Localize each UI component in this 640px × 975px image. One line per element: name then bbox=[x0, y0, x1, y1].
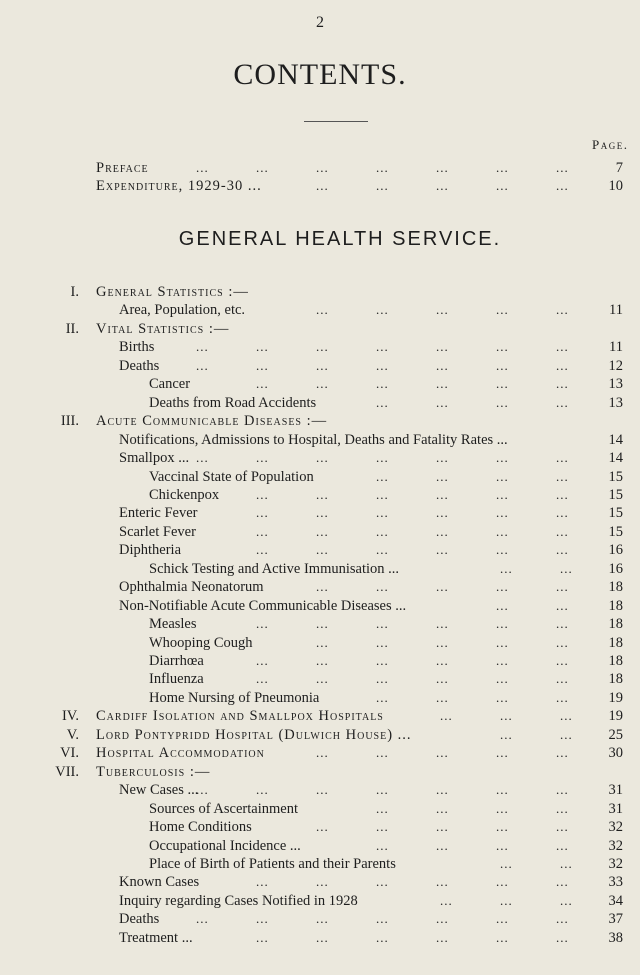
section-number: I. bbox=[70, 284, 79, 300]
toc-row: Non-Notifiable Acute Communicable Diseases ... ... ... 18 bbox=[119, 598, 623, 614]
toc-page-number: 19 bbox=[608, 690, 623, 706]
toc-row: Cancer ... ... ... ... ... ... 13 bbox=[149, 376, 623, 392]
toc-label: General Statistics :— bbox=[96, 284, 249, 300]
toc-row: Schick Testing and Active Immunisation ... ... ... 16 bbox=[149, 561, 623, 577]
toc-label: Home Conditions bbox=[149, 819, 252, 835]
toc-label: Deaths from Road Accidents bbox=[149, 395, 317, 411]
toc-label: Inquiry regarding Cases Notified in 1928 bbox=[119, 893, 358, 909]
toc-label: Schick Testing and Active Immunisation ... bbox=[149, 561, 400, 577]
title-divider bbox=[304, 121, 368, 122]
toc-label: Cancer bbox=[149, 376, 191, 392]
toc-page-number: 18 bbox=[608, 579, 623, 595]
toc-row bbox=[0, 320, 640, 338]
toc-row: Sources of Ascertainment ... ... ... ... 31 bbox=[149, 801, 623, 817]
toc-row: V. Lord Pontypridd Hospital (Dulwich House) ... ... ... 25 bbox=[66, 727, 623, 743]
toc-row: Inquiry regarding Cases Notified in 1928 ... ... ... 34 bbox=[119, 893, 623, 909]
toc-row: Influenza ... ... ... ... ... ... 18 bbox=[149, 671, 623, 687]
toc-row bbox=[0, 763, 640, 781]
toc-page-number: 16 bbox=[608, 542, 623, 558]
section-number: III. bbox=[60, 413, 79, 429]
toc-label: Sources of Ascertainment bbox=[149, 801, 298, 817]
toc-page-number: 13 bbox=[608, 376, 623, 392]
toc-page-number: 11 bbox=[609, 302, 623, 318]
toc-row: Known Cases ... ... ... ... ... ... 33 bbox=[119, 874, 623, 890]
toc-row bbox=[0, 412, 640, 430]
front-row: Expenditure, 1929-30 ... ... ... ... ... ... 10 bbox=[96, 178, 623, 194]
toc-row: Treatment ... ... ... ... ... ... ... 38 bbox=[119, 930, 623, 946]
toc-page-number: 25 bbox=[608, 727, 623, 743]
toc-label: Vital Statistics :— bbox=[96, 321, 230, 337]
toc-label: Area, Population, etc. bbox=[119, 302, 246, 318]
toc-label: Hospital Accommodation bbox=[96, 745, 265, 761]
toc-row: Area, Population, etc. ... ... ... ... ... 11 bbox=[119, 302, 623, 318]
toc-row bbox=[0, 431, 640, 449]
toc-label: Chickenpox bbox=[149, 487, 220, 503]
toc-page-number: 31 bbox=[608, 782, 623, 798]
toc-label: Births bbox=[119, 339, 155, 355]
toc-page-number: 37 bbox=[608, 911, 623, 927]
section-number: VI. bbox=[60, 745, 79, 761]
toc-label: Home Nursing of Pneumonia bbox=[149, 690, 320, 706]
toc-label: Deaths bbox=[119, 358, 160, 374]
toc-label: Acute Communicable Diseases :— bbox=[96, 413, 328, 429]
toc-row: Chickenpox ... ... ... ... ... ... 15 bbox=[149, 487, 623, 503]
toc-label: Scarlet Fever bbox=[119, 524, 196, 540]
toc-page-number: 32 bbox=[608, 838, 623, 854]
toc-label: Place of Birth of Patients and their Parents bbox=[149, 856, 396, 872]
toc-page-number: 19 bbox=[608, 708, 623, 724]
front-row: Preface ... ... ... ... ... ... ... 7 bbox=[96, 160, 623, 176]
toc-row: Occupational Incidence ... ... ... ... ... 32 bbox=[149, 838, 623, 854]
section-number: V. bbox=[66, 727, 79, 743]
toc-label: Notifications, Admissions to Hospital, Deaths and Fatality Rates ... bbox=[119, 432, 508, 448]
toc-row: Vaccinal State of Population ... ... ... ... 15 bbox=[149, 469, 623, 485]
toc-page-number: 33 bbox=[608, 874, 623, 890]
section-number: II. bbox=[65, 321, 79, 337]
toc-row: Deaths ... ... ... ... ... ... ... 37 bbox=[119, 911, 623, 927]
toc-label: Whooping Cough bbox=[149, 635, 253, 651]
toc-page-number: 15 bbox=[608, 469, 623, 485]
page-number: 2 bbox=[316, 14, 324, 31]
toc-row: Measles ... ... ... ... ... ... 18 bbox=[149, 616, 623, 632]
toc-row: Deaths ... ... ... ... ... ... ... 12 bbox=[119, 358, 623, 374]
toc-row: Ophthalmia Neonatorum ... ... ... ... ... 18 bbox=[119, 579, 623, 595]
toc-label: Occupational Incidence ... bbox=[149, 838, 301, 854]
toc-row bbox=[0, 283, 640, 301]
toc-page-number: 13 bbox=[608, 395, 623, 411]
toc-row: Whooping Cough ... ... ... ... ... 18 bbox=[149, 635, 623, 651]
toc-page-number: 34 bbox=[608, 893, 623, 909]
toc-page-number: 14 bbox=[608, 432, 623, 448]
toc-row: Diarrhœa ... ... ... ... ... ... 18 bbox=[149, 653, 623, 669]
toc-page-number: 18 bbox=[608, 671, 623, 687]
toc-row: Smallpox ... ... ... ... ... ... ... ... 14 bbox=[119, 450, 623, 466]
toc-row: Home Nursing of Pneumonia ... ... ... ... 19 bbox=[149, 690, 623, 706]
toc-label: Measles bbox=[149, 616, 197, 632]
toc-label: Ophthalmia Neonatorum bbox=[119, 579, 264, 595]
toc-page-number: 18 bbox=[608, 653, 623, 669]
toc-page-number: 15 bbox=[608, 487, 623, 503]
toc-row: IV. Cardiff Isolation and Smallpox Hospitals ... ... ... 19 bbox=[61, 708, 623, 724]
toc-label: Non-Notifiable Acute Communicable Diseases ... bbox=[119, 598, 407, 614]
front-page-number: 10 bbox=[608, 178, 623, 194]
toc-label: Known Cases bbox=[119, 874, 200, 890]
toc-label: Diphtheria bbox=[119, 542, 182, 558]
toc-page-number: 30 bbox=[608, 745, 623, 761]
toc-row: VI. Hospital Accommodation ... ... ... ... ... 30 bbox=[60, 745, 623, 761]
toc-row: Enteric Fever ... ... ... ... ... ... 15 bbox=[119, 505, 623, 521]
page-column-label: Page. bbox=[592, 137, 629, 152]
toc-row: Diphtheria ... ... ... ... ... ... 16 bbox=[119, 542, 623, 558]
toc-row: Place of Birth of Patients and their Parents ... ... 32 bbox=[149, 856, 623, 872]
toc-page-number: 15 bbox=[608, 524, 623, 540]
toc-page-number: 11 bbox=[609, 339, 623, 355]
toc-page-number: 38 bbox=[608, 930, 623, 946]
toc-label: Smallpox ... bbox=[119, 450, 190, 466]
toc-page-number: 18 bbox=[608, 616, 623, 632]
toc-page-number: 32 bbox=[608, 819, 623, 835]
front-page-number: 7 bbox=[615, 160, 623, 176]
toc-label: Influenza bbox=[149, 671, 204, 687]
toc-label: Treatment ... bbox=[119, 930, 193, 946]
toc-page-number: 16 bbox=[608, 561, 623, 577]
toc-label: New Cases ... bbox=[119, 782, 199, 798]
toc-page-number: 14 bbox=[608, 450, 623, 466]
section-number: VII. bbox=[55, 764, 79, 780]
toc-row: Births ... ... ... ... ... ... ... 11 bbox=[119, 339, 623, 355]
front-label: Expenditure, 1929-30 ... bbox=[96, 178, 262, 194]
toc-row: New Cases ... ... ... ... ... ... ... ... 31 bbox=[119, 782, 623, 798]
toc-page-number: 15 bbox=[608, 505, 623, 521]
toc-row: Deaths from Road Accidents ... ... ... ... 13 bbox=[149, 395, 623, 411]
front-label: Preface bbox=[96, 160, 149, 176]
page-title: CONTENTS. bbox=[233, 58, 407, 91]
toc-page-number: 12 bbox=[608, 358, 623, 374]
toc-page-number: 18 bbox=[608, 598, 623, 614]
toc-label: Cardiff Isolation and Smallpox Hospitals bbox=[96, 708, 384, 724]
toc-label: Vaccinal State of Population bbox=[149, 469, 314, 485]
section-heading: GENERAL HEALTH SERVICE. bbox=[178, 228, 502, 250]
toc-page-number: 32 bbox=[608, 856, 623, 872]
toc-row: Home Conditions ... ... ... ... ... 32 bbox=[149, 819, 623, 835]
toc-label: Enteric Fever bbox=[119, 505, 198, 521]
toc-page-number: 18 bbox=[608, 635, 623, 651]
section-number: IV. bbox=[61, 708, 79, 724]
toc-label: Lord Pontypridd Hospital (Dulwich House) ... bbox=[96, 727, 412, 743]
toc-page-number: 31 bbox=[608, 801, 623, 817]
toc-row: Scarlet Fever ... ... ... ... ... ... 15 bbox=[119, 524, 623, 540]
toc-label: Diarrhœa bbox=[149, 653, 204, 669]
toc-label: Deaths bbox=[119, 911, 160, 927]
toc-label: Tuberculosis :— bbox=[96, 764, 211, 780]
